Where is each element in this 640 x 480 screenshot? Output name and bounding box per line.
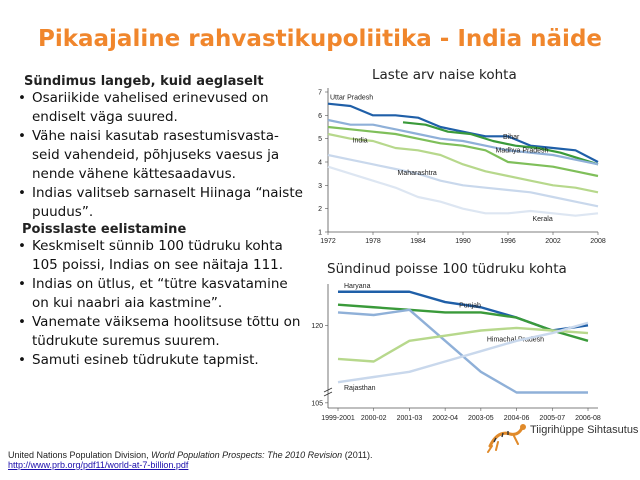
page-title: Pikaajaline rahvastikupoliitika - India näide <box>37 26 603 52</box>
y-tick-label: 1 <box>318 229 322 237</box>
series-line <box>338 305 588 341</box>
y-tick-label: 105 <box>311 400 323 408</box>
logo-text: Tiigrihüppe Sihtasutus <box>530 424 639 436</box>
series-label: Madhya Pradesh <box>495 147 549 155</box>
series-line <box>338 310 588 393</box>
bullet-item: • Indias valitseb sarnaselt Hiinaga “naiste puudus”. <box>18 184 303 222</box>
section-heading-fertility: Sündimus langeb, kuid aeglaselt <box>24 74 264 89</box>
bullet-item: • Samuti esineb tüdrukute tapmist. <box>18 351 303 370</box>
y-tick-label: 120 <box>311 322 323 330</box>
x-tick-label: 1984 <box>410 238 426 245</box>
bullet-item: • Vähe naisi kasutab rasestumisvasta-seid vahendeid, põhjuseks vaesus ja nende vähene kättesaadavus. <box>18 127 303 184</box>
bullet-item: • Vanemate väiksema hoolitsuse tõttu on tüdrukute suremus suurem. <box>18 313 303 351</box>
y-tick-label: 7 <box>318 89 322 97</box>
bullet-item: • Keskmiselt sünnib 100 tüdruku kohta 105 poissi, Indias on see näitaja 111. <box>18 237 303 275</box>
series-label: India <box>352 137 368 145</box>
series-label: Rajasthan <box>344 385 376 393</box>
series-line <box>338 323 588 382</box>
x-tick-label: 2001-03 <box>396 415 423 422</box>
x-tick-label: 2002-04 <box>432 415 458 422</box>
citation-text: United Nations Population Division, <box>8 450 152 460</box>
citation-title: World Population Prospects: The 2010 Revision <box>151 450 343 460</box>
son-preference-bullet-list <box>18 237 303 370</box>
x-tick-label: 2003-05 <box>468 415 494 422</box>
y-tick-label: 4 <box>318 159 322 167</box>
series-label: Punjab <box>459 302 481 310</box>
y-tick-label: 2 <box>318 206 322 214</box>
section-heading-son-preference: Poisslaste eelistamine <box>22 222 187 237</box>
x-tick-label: 1978 <box>365 238 381 245</box>
y-tick-label: 6 <box>318 112 322 120</box>
series-label: Haryana <box>344 282 371 290</box>
series-line <box>338 292 588 331</box>
x-tick-label: 2002 <box>545 238 561 245</box>
series-label: Bihar <box>503 134 520 141</box>
footer-citation <box>8 450 373 470</box>
x-tick-label: 2005-07 <box>539 415 566 422</box>
x-tick-label: 1996 <box>500 238 516 245</box>
chart1-title: Laste arv naise kohta <box>372 67 517 83</box>
series-label: Maharashtra <box>397 170 437 177</box>
sex-ratio-line-chart <box>310 278 620 428</box>
source-link[interactable]: http://www.prb.org/pdf11/world-at-7-billion.pdf <box>8 460 189 470</box>
y-tick-label: 5 <box>318 136 322 144</box>
bullet-item: • Indias on ütlus, et “tütre kasvatamine on kui naabri aia kastmine”. <box>18 275 303 313</box>
tiger-jump-icon <box>484 418 534 458</box>
series-line <box>328 155 598 206</box>
series-label: Kerala <box>532 216 553 223</box>
x-tick-label: 1990 <box>455 238 471 245</box>
x-tick-label: 2004-06 <box>503 415 530 422</box>
series-line <box>328 120 598 164</box>
x-tick-label: 2006-08 <box>575 415 601 422</box>
left-text-column <box>18 74 303 370</box>
series-line <box>328 167 598 216</box>
x-tick-label: 2000-02 <box>360 415 387 422</box>
y-tick-label: 3 <box>318 182 322 190</box>
fertility-line-chart <box>310 84 620 244</box>
series-label: Uttar Pradesh <box>330 94 374 102</box>
fertility-bullet-list <box>18 89 303 222</box>
x-tick-label: 1972 <box>320 238 336 245</box>
x-tick-label: 2008 <box>590 238 606 245</box>
series-label: Himachal Pradesh <box>486 336 545 344</box>
chart2-title: Sündinud poisse 100 tüdruku kohta <box>327 261 567 277</box>
bullet-item: • Osariikide vahelised erinevused on endiselt väga suured. <box>18 89 303 127</box>
citation-year: (2011). <box>342 450 373 460</box>
x-tick-label: 1999-2001 <box>321 415 355 422</box>
